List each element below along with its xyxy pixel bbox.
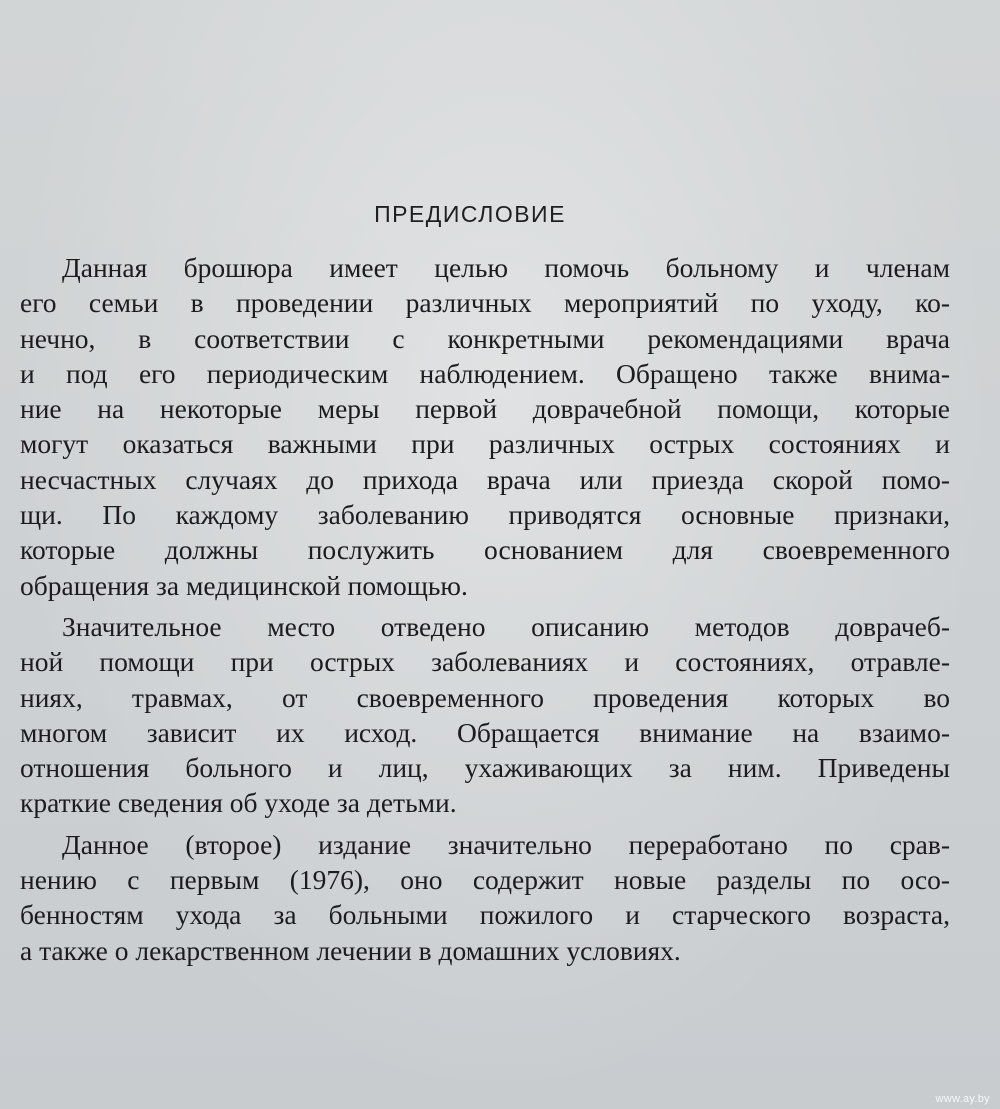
- paragraph: [20, 827, 950, 968]
- text-line: его семьи в проведении различных мероприятий по уходу, ко-: [20, 287, 950, 319]
- paragraph: [20, 609, 950, 821]
- preface-text: [20, 250, 950, 968]
- text-line: и под его периодическим наблюдением. Обращено также внима-: [20, 357, 950, 389]
- text-line: обращения за медицинской помощью.: [20, 569, 468, 601]
- page-title: ПРЕДИСЛОВИЕ: [374, 201, 566, 227]
- text-line: которые должны послужить основанием для своевременного: [20, 534, 950, 566]
- text-line: ние на некоторые меры первой доврачебной помощи, которые: [20, 393, 950, 425]
- text-line: бенностям ухода за больными пожилого и старческого возраста,: [20, 899, 950, 931]
- text-line: нечно, в соответствии с конкретными рекомендациями врача: [20, 322, 950, 354]
- text-line: Данное (второе) издание значительно переработано по срав-: [62, 828, 950, 860]
- text-line: Значительное место отведено описанию методов доврачеб-: [62, 610, 950, 642]
- paragraph: [20, 250, 950, 603]
- text-line: а также о лекарственном лечении в домашних условиях.: [20, 934, 681, 966]
- text-line: многом зависит их исход. Обращается внимание на взаимо-: [20, 716, 950, 748]
- text-line: Данная брошюра имеет целью помочь больному и членам: [62, 252, 950, 283]
- text-line: нению с первым (1976), оно содержит новые разделы по осо-: [20, 864, 950, 896]
- text-line: ниях, травмах, от своевременного проведения которых во: [20, 681, 950, 713]
- text-line: ной помощи при острых заболеваниях и состояниях, отравле-: [20, 646, 950, 678]
- text-line: щи. По каждому заболеванию приводятся основные признаки,: [20, 499, 950, 531]
- text-line: отношения больного и лиц, ухаживающих за ним. Приведены: [20, 752, 950, 784]
- text-line: несчастных случаях до прихода врача или приезда скорой помо-: [20, 463, 950, 495]
- watermark: www.ay.by: [935, 1093, 990, 1105]
- text-line: краткие сведения об уходе за детьми.: [20, 787, 457, 819]
- text-line: могут оказаться важными при различных острых состояниях и: [20, 428, 950, 460]
